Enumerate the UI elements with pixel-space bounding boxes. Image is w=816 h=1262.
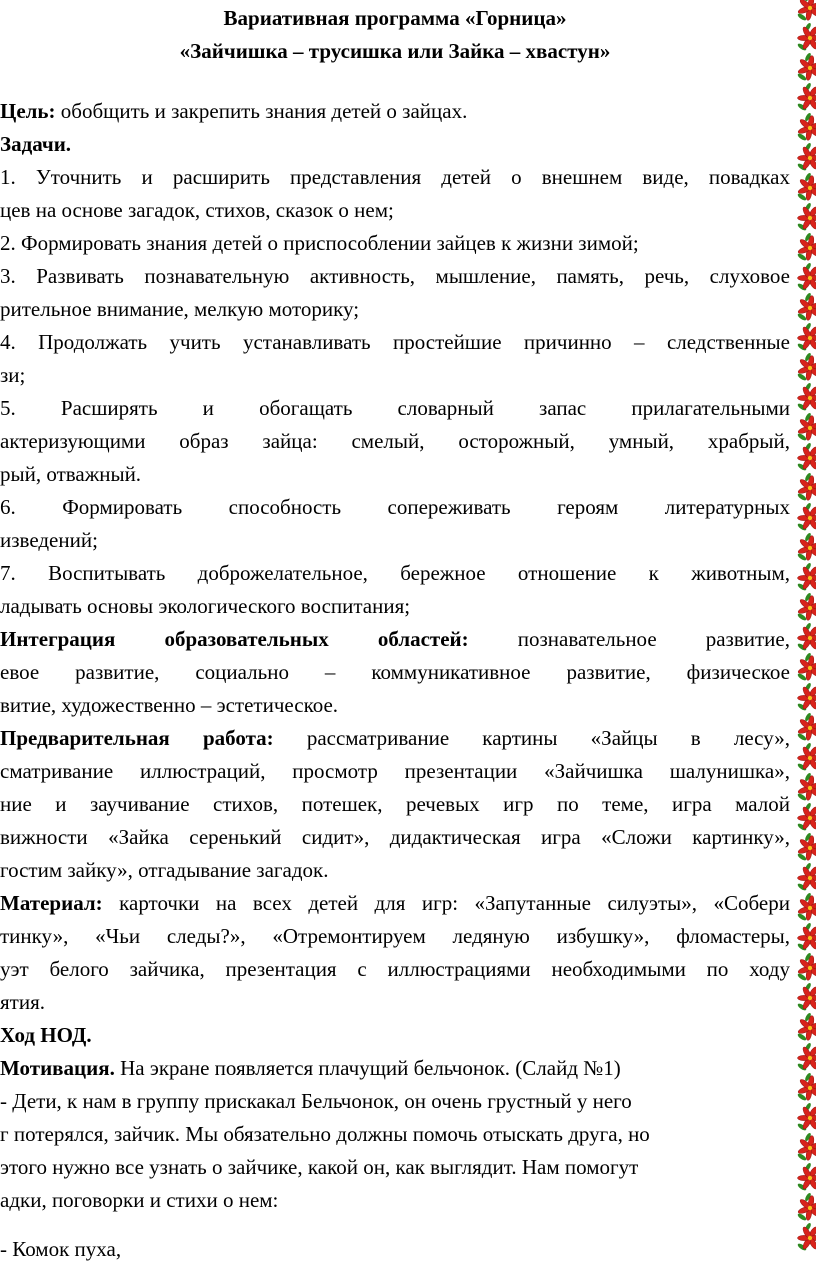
text-line [0,494,790,520]
poinsettia-flower-icon [797,952,816,982]
text-span: вижности «Зайка серенький сидит», дидактическая игра «Сложи картинку», [0,825,790,849]
text-span: тинку», «Чьи следы?», «Отремонтируем ледяную избушку», фломастеры, [0,924,790,948]
poinsettia-flower-icon [797,892,816,922]
poinsettia-flower-icon [797,232,816,262]
text-line [0,527,790,553]
poinsettia-flower-icon [797,1192,816,1222]
text-span: ние и заучивание стихов, потешек, речевых игр по теме, игра малой [0,792,790,816]
text-span: зи; [0,363,26,387]
poinsettia-flower-icon [797,1162,816,1192]
document-subtitle: «Зайчишка – трусишка или Зайка – хвастун» [179,39,611,63]
text-line [0,230,790,256]
poinsettia-flower-icon [797,142,816,172]
poinsettia-flower-icon [797,862,816,892]
text-line [0,626,790,652]
text-line [0,890,790,916]
poinsettia-flower-icon [797,0,816,22]
bold-heading: Мотивация. [0,1056,115,1080]
poinsettia-flower-icon [797,172,816,202]
poinsettia-flower-icon [797,802,816,832]
poinsettia-flower-icon [797,622,816,652]
text-span: 6. Формировать способность сопереживать героям литературных [0,495,790,519]
text-span: актеризующими образ зайца: смелый, осторожный, умный, храбрый, [0,429,790,453]
poinsettia-flower-icon [797,322,816,352]
text-line [0,1088,790,1114]
text-span: 2. Формировать знания детей о приспособлении зайцев к жизни зимой; [0,231,639,255]
poinsettia-flower-icon [797,532,816,562]
poinsettia-flower-icon [797,772,816,802]
poinsettia-flower-icon [797,472,816,502]
text-line [0,131,790,157]
text-span: рительное внимание, мелкую моторику; [0,297,360,321]
poinsettia-flower-icon [797,382,816,412]
poinsettia-flower-icon [797,412,816,442]
text-line [0,791,790,817]
text-span: обобщить и закрепить знания детей о зайцах. [55,99,468,123]
document-header [0,0,790,68]
poinsettia-flower-icon [797,562,816,592]
text-line [0,758,790,784]
bold-heading: Материал: [0,891,103,915]
poinsettia-flower-icon [797,1222,816,1252]
text-line [0,1187,790,1213]
text-line [0,593,790,619]
poinsettia-flower-icon [797,742,816,772]
poinsettia-flower-icon [797,352,816,382]
text-line [0,164,790,190]
text-line [0,1236,790,1262]
text-span: рый, отважный. [0,462,142,486]
text-span: изведений; [0,528,98,552]
text-span: познавательное развитие, [468,627,790,651]
text-line [0,725,790,751]
text-line [0,461,790,487]
text-line [0,857,790,883]
poinsettia-flower-icon [797,52,816,82]
text-span: сматривание иллюстраций, просмотр презентации «Зайчишка шалунишка», [0,759,790,783]
text-line [0,98,790,124]
text-span: ладывать основы экологического воспитания; [0,594,411,618]
poinsettia-flower-icon [797,22,816,52]
text-span: витие, художественно – эстетическое. [0,693,339,717]
text-span: 7. Воспитывать доброжелательное, бережное отношение к животным, [0,561,790,585]
text-span: рассматривание картины «Зайцы в лесу», [273,726,790,750]
text-line [0,395,790,421]
text-span: уэт белого зайчика, презентация с иллюстрациями необходимыми по ходу [0,957,790,981]
text-line [0,956,790,982]
poinsettia-flower-icon [797,1132,816,1162]
poinsettia-flower-icon [797,202,816,232]
poinsettia-flower-icon [797,112,816,142]
poinsettia-flower-icon [797,652,816,682]
poinsettia-flower-icon [797,1042,816,1072]
text-span: ятия. [0,990,45,1014]
text-span: 3. Развивать познавательную активность, мышление, память, речь, слуховое [0,264,790,288]
text-span: 4. Продолжать учить устанавливать простейшие причинно – следственные [0,330,790,354]
text-line [0,362,790,388]
poinsettia-flower-icon [797,1102,816,1132]
text-line [0,296,790,322]
bold-heading: Цель: [0,99,56,123]
poinsettia-flower-icon [797,1072,816,1102]
bold-heading: Задачи. [0,132,72,156]
text-span: - Комок пуха, [0,1237,122,1261]
poinsettia-flower-icon [797,1012,816,1042]
text-span: 5. Расширять и обогащать словарный запас прилагательными [0,396,790,420]
text-line [0,197,790,223]
text-line [0,989,790,1015]
text-span: г потерялся, зайчик. Мы обязательно должны помочь отыскать друга, но [0,1122,650,1146]
poinsettia-flower-icon [797,442,816,472]
text-span: карточки на всех детей для игр: «Запутанные силуэты», «Собери [102,891,790,915]
text-span: этого нужно все узнать о зайчике, какой он, как выглядит. Нам помогут [0,1155,639,1179]
text-span: адки, поговорки и стихи о нем: [0,1188,279,1212]
text-span: евое развитие, социально – коммуникативное развитие, физическое [0,660,790,684]
text-span: На экране появляется плачущий бельчонок. (Слайд №1) [114,1056,621,1080]
poinsettia-flower-icon [797,712,816,742]
bold-heading: Ход НОД. [0,1023,92,1047]
text-line [0,329,790,355]
poinsettia-flower-icon [797,922,816,952]
text-line [0,263,790,289]
poinsettia-flower-icon [797,592,816,622]
poinsettia-border [788,0,816,1262]
poinsettia-flower-icon [797,262,816,292]
text-span: 1. Уточнить и расширить представления детей о внешнем виде, повадках [0,165,790,189]
text-line [0,1055,790,1081]
text-span: гостим зайку», отгадывание загадок. [0,858,329,882]
text-line [0,692,790,718]
bold-heading: Интеграция образовательных областей: [0,627,469,651]
poinsettia-flower-icon [797,502,816,532]
text-line [0,1121,790,1147]
bold-heading: Предварительная работа: [0,726,274,750]
text-span: - Дети, к нам в группу прискакал Бельчонок, он очень грустный у него [0,1089,632,1113]
poinsettia-flower-icon [797,832,816,862]
text-line [0,428,790,454]
text-line [0,923,790,949]
text-span: цев на основе загадок, стихов, сказок о нем; [0,198,394,222]
text-line [0,659,790,685]
text-line [0,1022,790,1048]
poinsettia-flower-icon [797,292,816,322]
text-line [0,560,790,586]
text-line [0,1154,790,1180]
poinsettia-flower-icon [797,682,816,712]
poinsettia-flower-icon [797,982,816,1012]
text-line [0,824,790,850]
document-title: Вариативная программа «Горница» [223,6,567,30]
poinsettia-flower-icon [797,82,816,112]
